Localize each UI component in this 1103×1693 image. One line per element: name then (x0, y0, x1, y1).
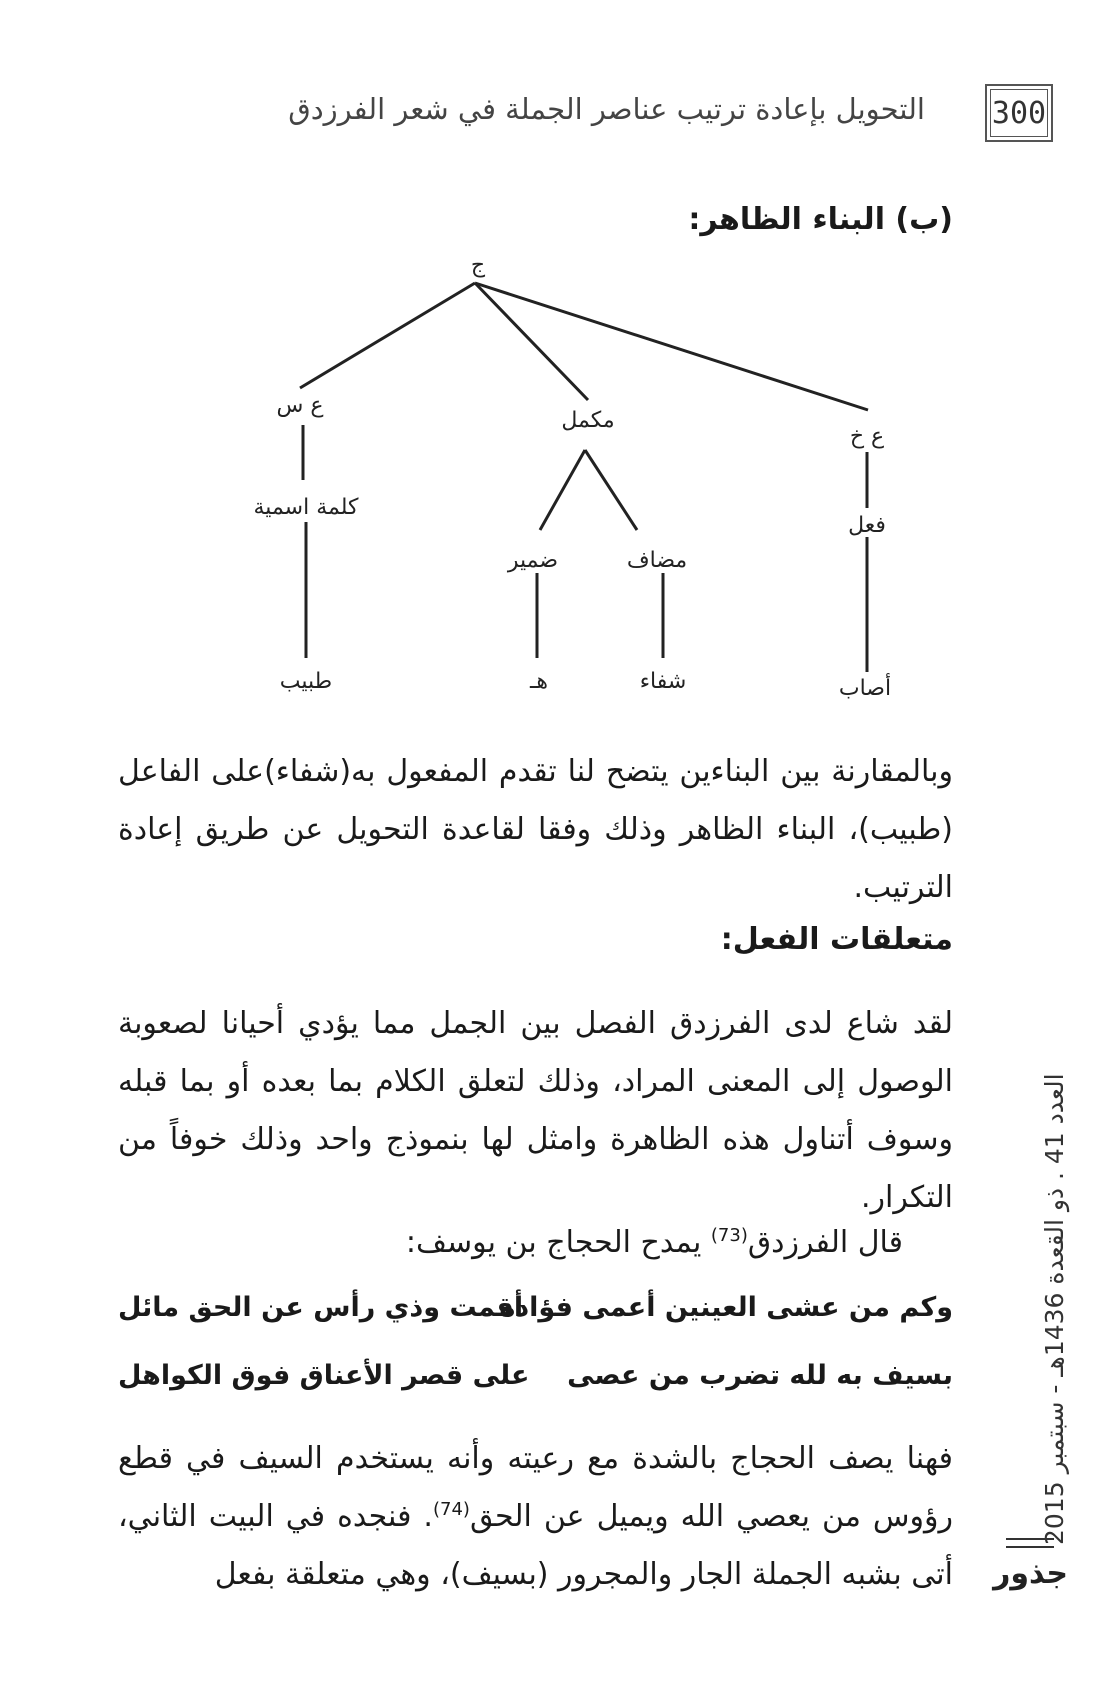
sidebar-divider (1006, 1538, 1054, 1548)
tree-leaf-pronoun: هـ (529, 669, 549, 694)
tree-leaf-mudaf: شفاء (639, 669, 687, 694)
journal-logo: جذور (993, 1556, 1068, 1591)
tree-node-verb: فعل (848, 513, 886, 538)
tree-leaf-subject: طبيب (279, 669, 333, 694)
footnote-ref-73: (73) (710, 1225, 748, 1246)
footnote-ref-74: (74) (432, 1499, 470, 1520)
paragraph-analysis-part-1: فهنا يصف الحجاج بالشدة مع رعيته وأنه يستخدم السيف في قطع رؤوس من يعصي الله ويميل عن الحق (118, 1441, 954, 1534)
verse-2-first-hemistich: بسيف به لله تضرب من عصى (567, 1360, 953, 1391)
poem-intro-subject: يمدح الحجاج بن يوسف: (405, 1225, 711, 1260)
page-number: 300 (985, 84, 1053, 142)
section-heading-verb-complements: متعلقات الفعل: (720, 922, 953, 957)
tree-edge-complement-pronoun (540, 450, 585, 530)
paragraph-analysis-part-2: . فنجده في البيت الثاني، أتى بشبه الجملة الجار والمجرور (بسيف)، وهي متعلقة بفعل (118, 1499, 953, 1592)
tree-edge-complement-mudaf (585, 450, 637, 530)
tree-node-mudaf: مضاف (626, 548, 688, 573)
poem-verse-2 (118, 1360, 953, 1410)
issue-info-vertical: العدد 41 . ذو القعدة 1436هـ - سبتمبر 2015 (1040, 1073, 1069, 1545)
tree-node-root: ج (470, 253, 486, 278)
tree-node-verb-phrase: ع خ (849, 424, 885, 449)
syntax-tree-diagram (0, 240, 1103, 710)
verse-1-second-hemistich: أقمت وذي رأس عن الحق مائل (118, 1292, 524, 1323)
paragraph-comparison: وبالمقارنة بين البناءين يتضح لنا تقدم المفعول به(شفاء)على الفاعل (طبيب)، البناء الظاهر وذلك وفقا لقاعدة التحويل عن طريق إعادة الترتيب. (118, 754, 953, 905)
tree-node-complement: مكمل (561, 408, 615, 433)
tree-leaf-verb: أصاب (838, 676, 892, 701)
poem-intro-line (203, 1225, 903, 1260)
section-b-heading: (ب) البناء الظاهر: (688, 202, 953, 237)
poem-intro-text: قال الفرزدق (747, 1225, 903, 1260)
tree-node-pronoun: ضمير (507, 548, 559, 573)
verse-1-first-hemistich: وكم من عشى العينين أعمى فؤاده (499, 1292, 953, 1323)
tree-node-subject: ع س (276, 393, 324, 418)
tree-node-noun-word: كلمة اسمية (253, 495, 359, 520)
poem-verse-1 (118, 1292, 953, 1342)
paragraph-analysis (118, 1430, 953, 1604)
tree-edge-root-verbphrase (475, 283, 868, 410)
verse-2-second-hemistich: على قصر الأعناق فوق الكواهل (118, 1360, 530, 1391)
paragraph-separation: لقد شاع لدى الفرزدق الفصل بين الجمل مما يؤدي أحيانا لصعوبة الوصول إلى المعنى المراد، وذلك لتعلق الكلام بما بعده أو بما قبله وسوف أتناول هذه الظاهرة وامثل لها بنموذج واحد وذلك خوفاً من التكرار. (118, 1006, 953, 1215)
running-header-title: التحويل بإعادة ترتيب عناصر الجملة في شعر الفرزدق (288, 92, 925, 126)
tree-edge-root-subject (300, 283, 475, 388)
